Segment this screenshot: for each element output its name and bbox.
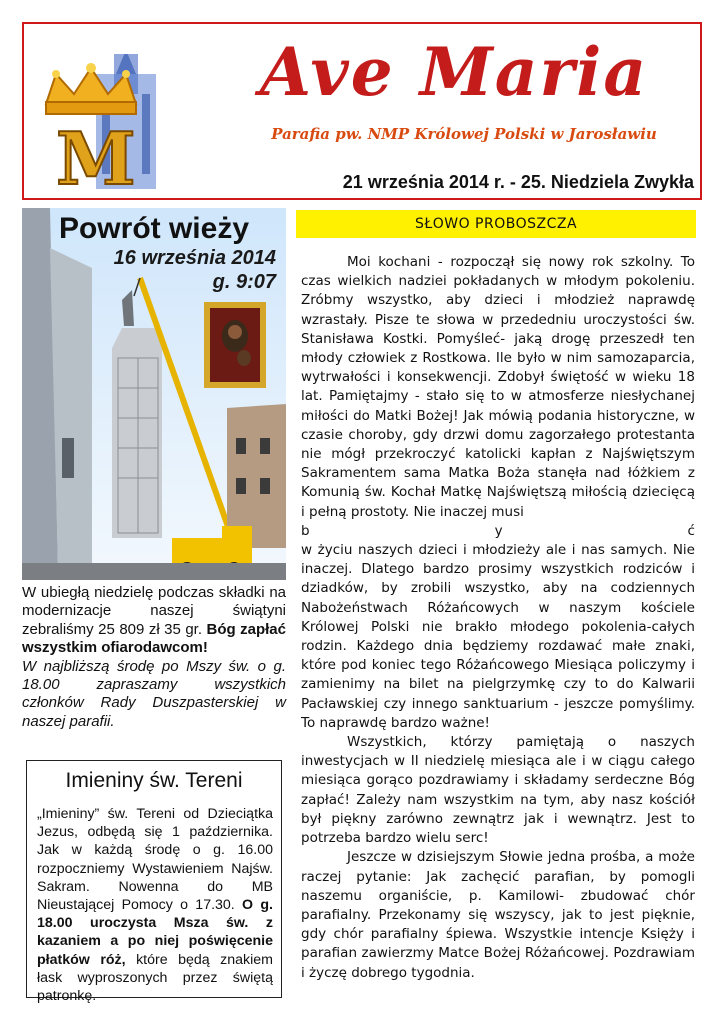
article-paragraph-1: Moi kochani - rozpoczął się nowy rok szkolny. To czas wielkich nadziei pokładanych w młodym pokoleniu. Zróbmy wszystko, aby dzieci i młodzież naprawdę wzrastały. Pisze te słowa w przededniu uroczystości św. Stanisława Kostki. Pomyśleć- jaką drogę przeszedł ten młody człowiek z Rostkowa. Ile było w nim samozaparcia, wytrwałości i konsekwencji. Zdobył świętość w wieku 18 lat. Pamiętajmy - stało się to w atmosferze niesłychanej miłości do Matki Bożej! Jak mówią podania historyczne, w czasie choroby, gdy drzwi domu zagorzałego protestanta nie mógł przekroczyć katolicki kapłan z Najświętszym Sakramentem sama Matka Boża stanęła nad łóżkiem z Komunią św. Kochał Matkę Najświętszą miłością dziecięcą i pełną prostoty. Nie inaczej musi xyxy=(301,254,695,520)
name-day-box xyxy=(26,760,282,1005)
masthead xyxy=(22,22,702,200)
photo-date xyxy=(114,246,276,294)
photo-date-time: g. 9:07 xyxy=(212,271,276,293)
collection-paragraph xyxy=(22,584,286,658)
name-day-text xyxy=(37,805,273,1005)
spaced-line xyxy=(301,522,695,541)
section-heading: SŁOWO PROBOSZCZA xyxy=(296,210,696,238)
spaced-letter: b xyxy=(301,522,310,539)
photo-date-day: 16 września 2014 xyxy=(113,247,276,269)
article-paragraph-1-cont: w życiu naszych dzieci i młodzieży ale i nas samych. Nie inaczej. Dlatego bardzo prosimy wszystkich rodziców i dziadków, by zrobili wszystko, aby na codziennych Nabożeństwach Różańcowych w naszym kościele Królowej Polski nie brakło młodego pokolenia-całych rodzin. Każdego dnia będziemy rozdawać małe znaki, które pod koniec tego Różańcowego Miesiąca policzymy i zamienimy na bilet na pielgrzymkę czy to do Kalwarii Pacławskiej czy innego sanktuarium - jeszcze pomyślimy. To naprawdę bardzo ważne! xyxy=(301,542,695,731)
collection-text: W ubiegłą niedzielę podczas składki na modernizacje naszej świątyni zebraliśmy 25 809 zł 35 gr. xyxy=(22,584,286,638)
name-day-text-2: które będą znakiem łask wyproszonych przez świętą patronkę. xyxy=(37,951,273,1005)
spaced-letter: ć xyxy=(687,522,695,539)
spaced-letter: y xyxy=(494,522,503,539)
article-paragraph-2: Wszystkich, którzy pamiętają o naszych inwestycjach w II niedzielę miesiąca ale i w ciągu całego miesiąca gorąco pozdrawiamy i składamy serdeczne Bóg zapłać! Zależy nam wszystkim na tym, aby nasz kościół był piękny zarówno zewnątrz jak i wewnątrz. Jest to potrzeba bardzo wielu serc! xyxy=(301,734,695,847)
pastor-article xyxy=(301,253,695,983)
article-paragraph-3: Jeszcze w dzisiejszym Słowie jedna prośba, a może raczej pytanie: Jak zachęcić parafian, by pomogli naszemu organiście, p. Kamilowi- zbudować chór parafialny. Przekonamy się wszyscy, jak to jest pięknie, gdy chór parafialny śpiewa. Wszystkie intencje Księży i parafian zawierzmy Matce Bożej Różańcowej. Pozdrawiam i życzę dobrego tygodnia. xyxy=(301,849,695,981)
collection-thanks: Bóg zapłać wszystkim ofiarodawcom! xyxy=(22,620,286,657)
parish-subtitle: Parafia pw. NMP Królowej Polski w Jarosławiu xyxy=(271,125,657,143)
name-day-title: Imieniny św. Tereni xyxy=(65,769,243,792)
newsletter-title: Ave Maria xyxy=(259,33,649,111)
crown-m-logo-icon xyxy=(36,54,176,194)
tower-photo xyxy=(22,208,286,580)
council-invite: W najbliższą środę po Mszy św. o g. 18.00 zapraszamy wszystkich członków Rady Duszpasterskiej w naszej parafii. xyxy=(22,657,286,730)
issue-date: 21 września 2014 r. - 25. Niedziela Zwykła xyxy=(342,172,694,192)
collection-note xyxy=(22,584,286,731)
svg-text:M: M xyxy=(56,116,136,194)
name-day-text-bold: O g. 18.00 uroczysta Msza św. z kazaniem a po niej poświęcenie płatków róż, xyxy=(37,897,273,968)
photo-title: Powrót wieży xyxy=(58,212,250,245)
name-day-text-1: „Imieniny” św. Tereni od Dzieciątka Jezus, odbędą się 1 października. Jak w każdą środę o g. 16.00 rozpoczniemy Wystawieniem Najśw. Sakram. Nowenna do MB Nieustającej Pomocy o 17.30. xyxy=(37,806,273,914)
